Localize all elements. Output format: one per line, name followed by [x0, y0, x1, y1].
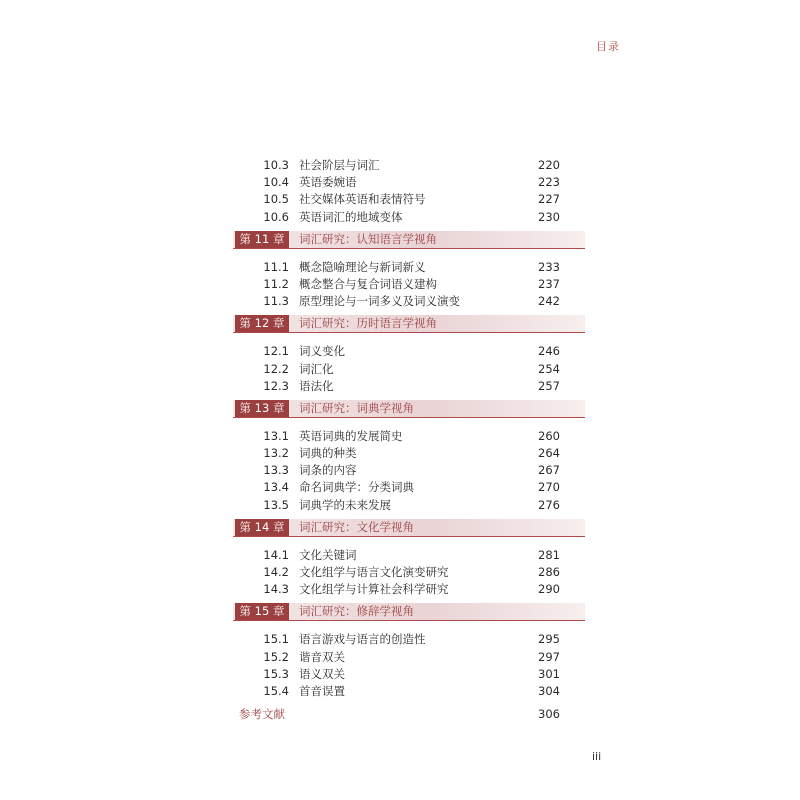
section-title: 语法化 — [299, 378, 334, 393]
toc-entry — [233, 428, 585, 445]
section-number: 13.4 — [263, 480, 289, 495]
page-number: 230 — [538, 209, 560, 224]
section-number: 10.4 — [263, 175, 289, 190]
section-number: 13.1 — [263, 428, 289, 443]
section-title: 概念隐喻理论与新词新义 — [299, 259, 426, 274]
section-title: 文化组学与计算社会科学研究 — [299, 582, 449, 597]
section-title: 词汇化 — [299, 361, 334, 376]
section-title: 英语词典的发展简史 — [299, 428, 403, 443]
toc-entry — [233, 191, 585, 208]
page-number: 227 — [538, 192, 560, 207]
toc-entry — [233, 445, 585, 462]
page-number: 290 — [538, 582, 560, 597]
section-title: 词义变化 — [299, 344, 345, 359]
chapter-heading-13 — [233, 400, 585, 418]
toc-entry — [233, 649, 585, 666]
section-number: 13.5 — [263, 497, 289, 512]
section-title: 语义双关 — [299, 666, 345, 681]
section-number: 12.3 — [263, 378, 289, 393]
running-header: 目录 — [596, 40, 620, 53]
section-title: 文化关键词 — [299, 547, 357, 562]
section-number: 15.3 — [263, 666, 289, 681]
section-number: 10.3 — [263, 158, 289, 172]
section-title: 原型理论与一词多义及词义演变 — [299, 294, 460, 309]
page-number: 281 — [538, 547, 560, 562]
toc-entry — [233, 683, 585, 700]
toc-entry — [233, 174, 585, 191]
chapter-badge: 第 12 章 — [235, 315, 289, 332]
chapter-title: 词汇研究：文化学视角 — [299, 519, 414, 534]
section-number: 10.6 — [263, 209, 289, 224]
toc-entry — [233, 157, 585, 174]
page-number: 242 — [538, 294, 560, 309]
chapter-badge: 第 11 章 — [235, 231, 289, 248]
section-title: 词条的内容 — [299, 463, 357, 478]
section-number: 10.5 — [263, 192, 289, 207]
toc-entry — [233, 343, 585, 360]
page-number: 237 — [538, 276, 560, 291]
chapter-heading-14 — [233, 519, 585, 537]
chapter-heading-12 — [233, 315, 585, 333]
page-folio: iii — [592, 750, 602, 763]
toc-entry — [233, 581, 585, 598]
page-number: 264 — [538, 446, 560, 461]
toc-entry — [233, 631, 585, 648]
toc-entry — [233, 497, 585, 514]
toc-entry — [233, 259, 585, 276]
section-title: 英语词汇的地域变体 — [299, 209, 403, 224]
toc-entry — [233, 479, 585, 496]
page-number: 233 — [538, 259, 560, 274]
page-number: 246 — [538, 344, 560, 359]
section-number: 15.1 — [263, 632, 289, 647]
page-number: 286 — [538, 565, 560, 579]
section-number: 11.1 — [263, 259, 289, 274]
toc-entry — [233, 361, 585, 378]
page-number: 276 — [538, 497, 560, 512]
section-title: 词典学的未来发展 — [299, 497, 391, 512]
section-title: 词典的种类 — [299, 446, 357, 461]
section-number: 13.2 — [263, 446, 289, 461]
chapter-badge: 第 15 章 — [235, 603, 289, 620]
section-title: 谐音双关 — [299, 649, 345, 664]
section-number: 14.2 — [263, 565, 289, 579]
chapter-heading-15 — [233, 603, 585, 621]
page-number: 295 — [538, 632, 560, 647]
section-number: 14.1 — [263, 547, 289, 562]
page-number: 297 — [538, 649, 560, 664]
toc-entry — [233, 547, 585, 564]
chapter-title: 词汇研究：认知语言学视角 — [299, 231, 437, 246]
section-title: 文化组学与语言文化演变研究 — [299, 565, 449, 579]
toc-entry — [233, 666, 585, 683]
references-title: 参考文献 — [239, 707, 285, 722]
page-number: 223 — [538, 175, 560, 190]
toc-entry — [233, 564, 585, 581]
section-title: 社会阶层与词汇 — [299, 158, 380, 172]
page-number: 267 — [538, 463, 560, 478]
page-number: 254 — [538, 361, 560, 376]
chapter-title: 词汇研究：词典学视角 — [299, 400, 414, 415]
page-number: 220 — [538, 158, 560, 172]
table-of-contents — [233, 157, 585, 723]
section-title: 概念整合与复合词语义建构 — [299, 276, 437, 291]
section-number: 11.2 — [263, 276, 289, 291]
page-number: 257 — [538, 378, 560, 393]
section-number: 15.2 — [263, 649, 289, 664]
section-title: 语言游戏与语言的创造性 — [299, 632, 426, 647]
page-number: 260 — [538, 428, 560, 443]
references-entry — [233, 706, 585, 723]
section-title: 命名词典学：分类词典 — [299, 480, 414, 495]
toc-entry — [233, 293, 585, 310]
page-number: 270 — [538, 480, 560, 495]
chapter-heading-11 — [233, 231, 585, 249]
toc-entry — [233, 462, 585, 479]
section-number: 13.3 — [263, 463, 289, 478]
section-number: 14.3 — [263, 582, 289, 597]
page-number: 301 — [538, 666, 560, 681]
chapter-badge: 第 14 章 — [235, 519, 289, 536]
page-number: 304 — [538, 683, 560, 698]
section-title: 首音误置 — [299, 683, 345, 698]
toc-entry — [233, 378, 585, 395]
section-number: 12.2 — [263, 361, 289, 376]
chapter-title: 词汇研究：历时语言学视角 — [299, 316, 437, 331]
toc-entry — [233, 276, 585, 293]
references-page: 306 — [538, 707, 560, 722]
section-number: 11.3 — [263, 294, 289, 309]
toc-entry — [233, 209, 585, 226]
section-number: 15.4 — [263, 683, 289, 698]
chapter-badge: 第 13 章 — [235, 400, 289, 417]
chapter-title: 词汇研究：修辞学视角 — [299, 604, 414, 619]
section-title: 社交媒体英语和表情符号 — [299, 192, 426, 207]
section-title: 英语委婉语 — [299, 175, 357, 190]
section-number: 12.1 — [263, 344, 289, 359]
